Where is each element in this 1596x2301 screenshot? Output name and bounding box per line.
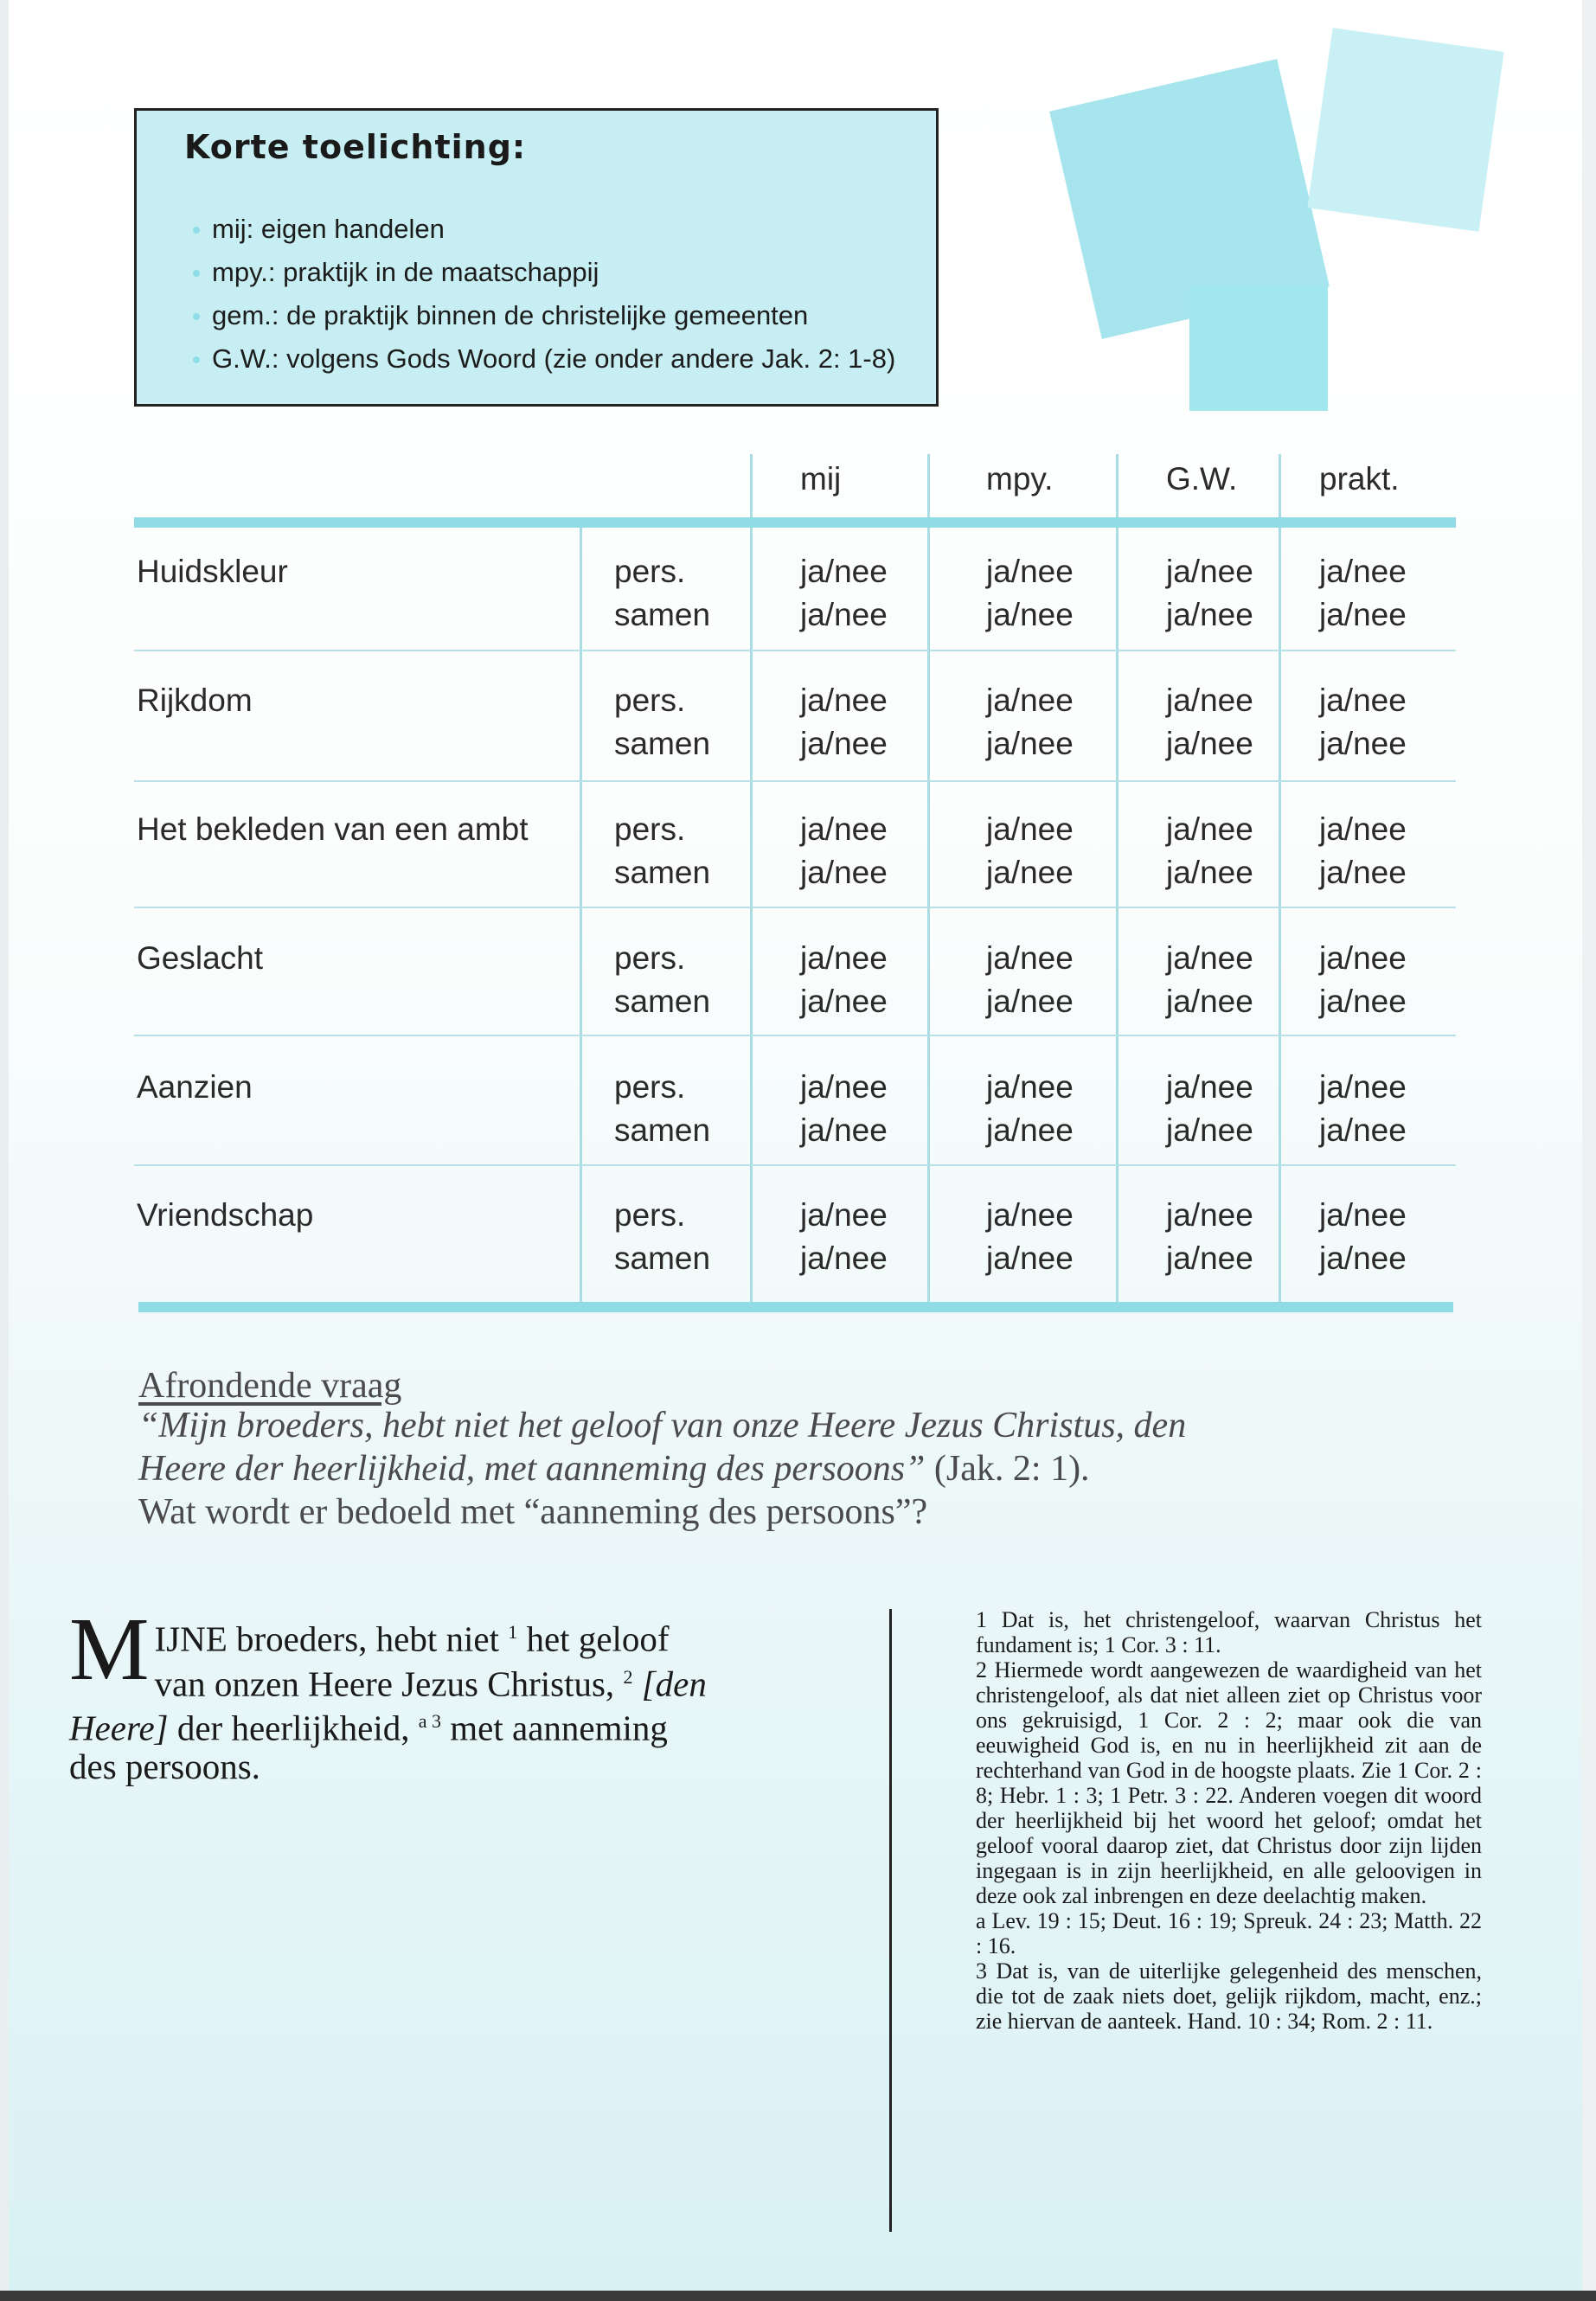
- row-label: pers. samen: [614, 1069, 711, 1148]
- page-edge: [0, 0, 9, 2301]
- row-label: pers. samen: [614, 940, 711, 1019]
- topic-label: Vriendschap: [137, 1197, 314, 1233]
- legend-item: mij: eigen handelen: [193, 208, 895, 251]
- answer-cell: ja/nee ja/nee: [1166, 1069, 1253, 1148]
- column-header-prakt: prakt.: [1319, 461, 1400, 497]
- answer-cell: ja/nee ja/nee: [986, 1197, 1074, 1276]
- answer-cell: ja/nee ja/nee: [986, 940, 1074, 1019]
- bible-text: MIJNE broeders, hebt niet $^1$ het geloof van onzen Heere Jezus Christus, $^2$ [den Heere] der heerlijkheid, $^{a 3}$ met aanneming des persoons.: [69, 1599, 707, 1786]
- answer-cell: ja/nee ja/nee: [800, 811, 888, 890]
- row-label: pers. samen: [614, 554, 711, 632]
- legend-box: [134, 108, 939, 407]
- footnote: 3 Dat is, van de uiterlijke gelegenheid des menschen, die tot de zaak niets doet, gelijk rijkdom, macht, enz.; zie hiervan de aanteek. Hand. 10 : 34; Rom. 2 : 11.: [976, 1958, 1482, 2034]
- answer-cell: ja/nee ja/nee: [1166, 940, 1253, 1019]
- row-label: pers. samen: [614, 811, 711, 890]
- answer-cell: ja/nee ja/nee: [986, 683, 1074, 761]
- column-header-mij: mij: [800, 461, 842, 497]
- legend-item: G.W.: volgens Gods Woord (zie onder andere Jak. 2: 1-8): [193, 337, 895, 381]
- row-label: pers. samen: [614, 683, 711, 761]
- answer-cell: ja/nee ja/nee: [800, 940, 888, 1019]
- legend-item: mpy.: praktijk in de maatschappij: [193, 251, 895, 294]
- answer-cell: ja/nee ja/nee: [986, 1069, 1074, 1148]
- topic-label: Aanzien: [137, 1069, 253, 1105]
- question-quote: Heere der heerlijkheid, met aanneming des persoons” (Jak. 2: 1).: [138, 1449, 1090, 1489]
- answer-cell: ja/nee ja/nee: [1319, 1197, 1407, 1276]
- footnotes: [976, 1607, 1482, 2034]
- page-bottom-edge: [0, 2291, 1596, 2301]
- page-edge: [1582, 0, 1596, 2301]
- column-divider: [889, 1609, 892, 2232]
- question-heading: Afrondende vraag: [138, 1366, 402, 1406]
- answer-cell: ja/nee ja/nee: [1166, 554, 1253, 632]
- answer-cell: ja/nee ja/nee: [1319, 940, 1407, 1019]
- topic-label: Het bekleden van een ambt: [137, 811, 529, 847]
- legend-list: [193, 208, 895, 381]
- drop-cap: M: [69, 1599, 150, 1699]
- answer-cell: ja/nee ja/nee: [800, 683, 888, 761]
- answer-cell: ja/nee ja/nee: [1166, 683, 1253, 761]
- answer-cell: ja/nee ja/nee: [1166, 811, 1253, 890]
- topic-label: Geslacht: [137, 940, 264, 976]
- column-header-gw: G.W.: [1166, 461, 1238, 497]
- column-header-mpy: mpy.: [986, 461, 1054, 497]
- answer-cell: ja/nee ja/nee: [1319, 683, 1407, 761]
- answer-cell: ja/nee ja/nee: [1319, 811, 1407, 890]
- topic-label: Huidskleur: [137, 554, 288, 589]
- answer-cell: ja/nee ja/nee: [1319, 1069, 1407, 1148]
- decorative-square: [1189, 285, 1328, 411]
- row-label: pers. samen: [614, 1197, 711, 1276]
- answer-cell: ja/nee ja/nee: [800, 554, 888, 632]
- answer-cell: ja/nee ja/nee: [800, 1069, 888, 1148]
- topic-label: Rijkdom: [137, 683, 253, 718]
- answer-cell: ja/nee ja/nee: [1319, 554, 1407, 632]
- footnote: 2 Hiermede wordt aangewezen de waardigheid van het christengeloof, als dat niet alleen ziet op Christus voor ons gekruisigd, 1 Cor. 2 : 2; maar ook die van eeuwigheid God is, en nu in heerlijkheid zit aan de rechterhand van God in de hoogste plaats. Zie 1 Cor. 2 : 8; Hebr. 1 : 3; 1 Petr. 3 : 22. Anderen voegen dit woord der heerlijkheid bij het woord het geloof; omdat het geloof vooral daarop ziet, dat Christus door zijn lijden ingegaan is in zijn heerlijkheid, en alle geloovigen in deze ook zal inbrengen en deze deelachtig maken.: [976, 1657, 1482, 1908]
- legend-item: gem.: de praktijk binnen de christelijke gemeenten: [193, 294, 895, 337]
- question-quote: “Mijn broeders, hebt niet het geloof van onze Heere Jezus Christus, den: [138, 1406, 1187, 1445]
- answer-cell: ja/nee ja/nee: [986, 811, 1074, 890]
- answer-cell: ja/nee ja/nee: [1166, 1197, 1253, 1276]
- legend-title: Korte toelichting:: [184, 128, 527, 166]
- decorative-square: [1307, 28, 1503, 232]
- question-text: Wat wordt er bedoeld met “aanneming des persoons”?: [138, 1492, 928, 1532]
- footnote: a Lev. 19 : 15; Deut. 16 : 19; Spreuk. 24 : 23; Matth. 22 : 16.: [976, 1908, 1482, 1958]
- footnote: 1 Dat is, het christengeloof, waarvan Christus het fundament is; 1 Cor. 3 : 11.: [976, 1607, 1482, 1657]
- answer-cell: ja/nee ja/nee: [800, 1197, 888, 1276]
- answer-cell: ja/nee ja/nee: [986, 554, 1074, 632]
